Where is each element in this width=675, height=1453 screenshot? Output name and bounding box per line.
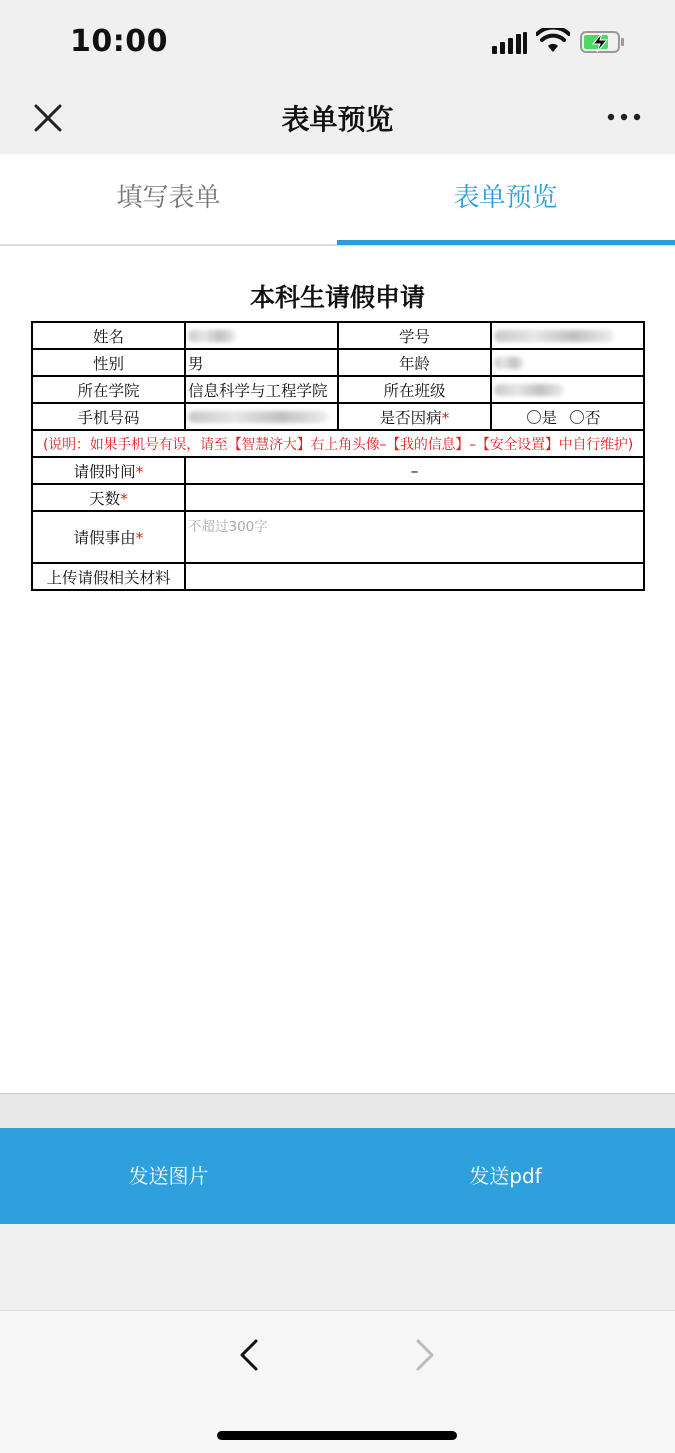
redacted-name [188, 330, 236, 342]
radio-no-label: 否 [584, 408, 601, 427]
reason-label-text: 请假事由 [73, 529, 136, 547]
student-id-value [491, 322, 644, 349]
table-row [32, 376, 644, 403]
name-value [185, 322, 338, 349]
gender-value: 男 [185, 349, 338, 376]
table-row [32, 349, 644, 376]
blank-area [0, 1224, 675, 1310]
sick-options [491, 403, 644, 430]
nav-bar [0, 86, 675, 154]
name-label: 姓名 [32, 322, 185, 349]
required-mark: * [135, 529, 144, 547]
upload-label: 上传请假相关材料 [32, 563, 185, 590]
gender-label: 性别 [32, 349, 185, 376]
redacted-student-id [494, 330, 614, 342]
radio-yes[interactable] [527, 410, 541, 424]
forward-arrow-icon[interactable] [410, 1337, 438, 1373]
required-mark: * [441, 408, 450, 427]
days-label [32, 484, 185, 511]
leave-time-label-text: 请假时间 [73, 462, 136, 481]
form-preview-area [0, 246, 675, 1094]
table-row [32, 563, 644, 590]
tab-form-preview[interactable]: 表单预览 [453, 183, 558, 213]
radio-no[interactable] [570, 410, 584, 424]
table-row [32, 403, 644, 430]
reason-placeholder: 不超过300字 [188, 519, 268, 535]
send-image-button[interactable]: 发送图片 [128, 1164, 209, 1188]
upload-field[interactable] [185, 563, 644, 590]
table-row [32, 457, 644, 484]
table-row [32, 511, 644, 563]
wifi-icon [536, 28, 570, 54]
reason-label [32, 511, 185, 563]
age-value [491, 349, 644, 376]
college-label: 所在学院 [32, 376, 185, 403]
leave-time-label [32, 457, 185, 484]
required-mark: * [120, 489, 128, 508]
class-value [491, 376, 644, 403]
radio-yes-label: 是 [541, 408, 558, 427]
reason-field[interactable] [185, 511, 644, 563]
college-value: 信息科学与工程学院 [185, 376, 338, 403]
send-pdf-button[interactable]: 发送pdf [469, 1164, 542, 1188]
back-arrow-icon[interactable] [236, 1337, 264, 1373]
days-value[interactable] [185, 484, 644, 511]
tab-fill-form[interactable]: 填写表单 [116, 183, 221, 213]
phone-note: (说明：如果手机号有误，请至【智慧济大】右上角头像–【我的信息】–【安全设置】中自行维护) [32, 430, 644, 457]
status-bar [0, 0, 675, 86]
student-id-label: 学号 [338, 322, 491, 349]
required-mark: * [135, 462, 144, 481]
status-time: 10:00 [70, 24, 168, 59]
leave-form-table [31, 321, 645, 591]
table-row [32, 430, 644, 457]
phone-value [185, 403, 338, 430]
browser-toolbar [0, 1310, 675, 1453]
redacted-phone [188, 411, 328, 423]
active-tab-indicator [337, 240, 675, 245]
leave-time-value[interactable]: – [185, 457, 644, 484]
redacted-class [494, 384, 564, 396]
phone-label: 手机号码 [32, 403, 185, 430]
page-title: 表单预览 [281, 103, 394, 136]
days-label-text: 天数 [89, 489, 121, 508]
section-gap [0, 1094, 675, 1128]
battery-charging-icon [580, 31, 626, 53]
more-options-icon[interactable] [606, 112, 642, 122]
form-title: 本科生请假申请 [249, 283, 425, 312]
sick-label-text: 是否因病 [379, 408, 442, 427]
tab-bar [0, 154, 675, 246]
redacted-age [494, 357, 524, 369]
sick-label [338, 403, 491, 430]
age-label: 年龄 [338, 349, 491, 376]
table-row [32, 484, 644, 511]
class-label: 所在班级 [338, 376, 491, 403]
action-bar [0, 1128, 675, 1224]
table-row [32, 322, 644, 349]
home-indicator [217, 1431, 457, 1440]
cellular-signal-icon [492, 32, 528, 54]
